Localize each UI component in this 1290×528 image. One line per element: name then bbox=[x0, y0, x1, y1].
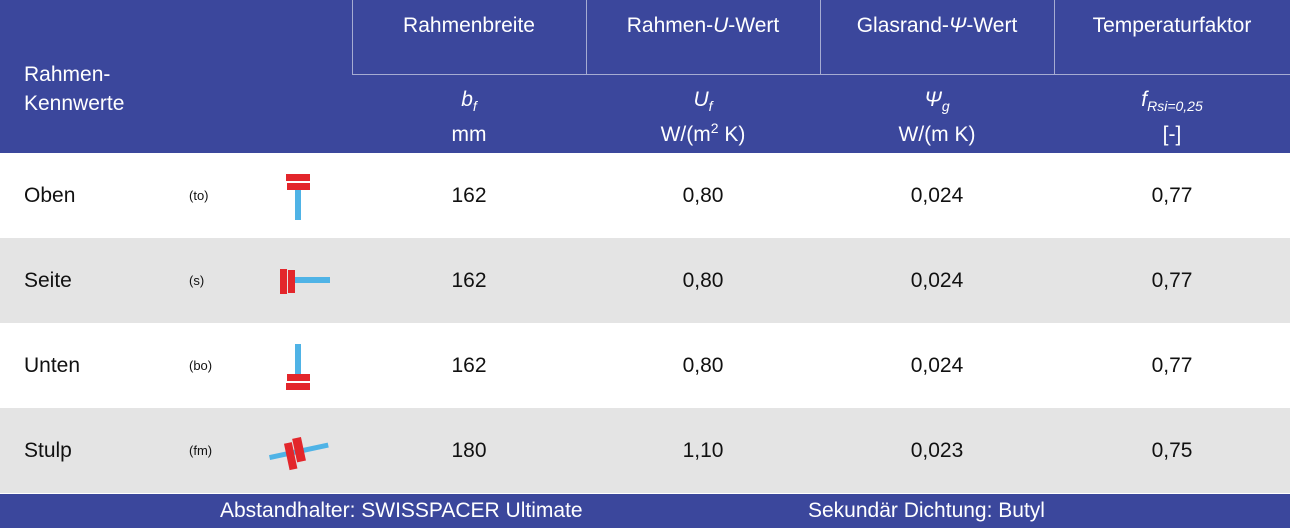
frame-width-value: 162 bbox=[451, 184, 487, 207]
glass-edge-psi-value: 0,023 bbox=[910, 439, 964, 462]
column-header-glass-edge-psi bbox=[820, 0, 1054, 153]
glass-edge-psi-value: 0,024 bbox=[910, 184, 964, 207]
column-unit: $W/(m^2$ K) bbox=[660, 120, 746, 146]
frame-mullion-icon bbox=[265, 429, 331, 475]
frame-width-value: 162 bbox=[451, 269, 487, 292]
row-name: Seite bbox=[24, 269, 72, 292]
column-header-frame-width bbox=[352, 0, 586, 153]
row-name: Oben bbox=[24, 184, 76, 207]
frame-width-value: 180 bbox=[451, 439, 487, 462]
frame-top-icon bbox=[265, 174, 331, 220]
seal-note: Sekundär Dichtung: Butyl bbox=[808, 499, 1045, 522]
column-unit: W/(m K) bbox=[898, 123, 976, 146]
row-header-line-1: Rahmen- bbox=[24, 63, 111, 86]
table-row bbox=[0, 408, 1290, 493]
column-title: Glasrand-Ψ-Wert bbox=[856, 14, 1018, 37]
column-symbol: $b_f$ bbox=[461, 88, 477, 115]
row-header-line-2: Kennwerte bbox=[24, 92, 125, 115]
spacer-note: Abstandhalter: SWISSPACER Ultimate bbox=[220, 499, 583, 522]
temperature-factor-value: 0,75 bbox=[1151, 439, 1193, 462]
frame-bottom-icon bbox=[265, 344, 331, 390]
table-header bbox=[0, 0, 1290, 153]
frame-u-value: 1,10 bbox=[682, 439, 724, 462]
column-header-frame-u-value bbox=[586, 0, 820, 153]
row-code: (to) bbox=[189, 188, 209, 203]
table-footer bbox=[0, 494, 1290, 528]
row-code: (bo) bbox=[189, 358, 213, 373]
glass-edge-psi-value: 0,024 bbox=[910, 269, 964, 292]
column-header-temperature-factor bbox=[1054, 0, 1290, 153]
column-unit: [-] bbox=[1162, 123, 1182, 146]
temperature-factor-value: 0,77 bbox=[1151, 354, 1193, 377]
column-title: Rahmen-U-Wert bbox=[626, 14, 780, 37]
row-header-label bbox=[24, 60, 124, 118]
row-name: Stulp bbox=[24, 439, 72, 462]
temperature-factor-value: 0,77 bbox=[1151, 269, 1193, 292]
column-symbol: $\Psi_g$ bbox=[924, 88, 950, 115]
column-symbol: $U_f$ bbox=[693, 88, 713, 115]
temperature-factor-value: 0,77 bbox=[1151, 184, 1193, 207]
table-row bbox=[0, 323, 1290, 408]
row-code: (s) bbox=[189, 273, 205, 288]
glass-edge-psi-value: 0,024 bbox=[910, 354, 964, 377]
frame-side-icon bbox=[265, 259, 331, 305]
column-unit: mm bbox=[451, 123, 487, 146]
frame-u-value: 0,80 bbox=[682, 354, 724, 377]
column-symbol: $f_{Rsi=0,25}$ bbox=[1141, 88, 1203, 115]
frame-u-value: 0,80 bbox=[682, 269, 724, 292]
row-code: (fm) bbox=[189, 443, 213, 458]
frame-width-value: 162 bbox=[451, 354, 487, 377]
table-row bbox=[0, 238, 1290, 323]
frame-u-value: 0,80 bbox=[682, 184, 724, 207]
row-name: Unten bbox=[24, 354, 81, 377]
column-title: Rahmenbreite bbox=[403, 14, 535, 37]
column-title: Temperaturfaktor bbox=[1092, 14, 1252, 37]
table-row bbox=[0, 153, 1290, 238]
